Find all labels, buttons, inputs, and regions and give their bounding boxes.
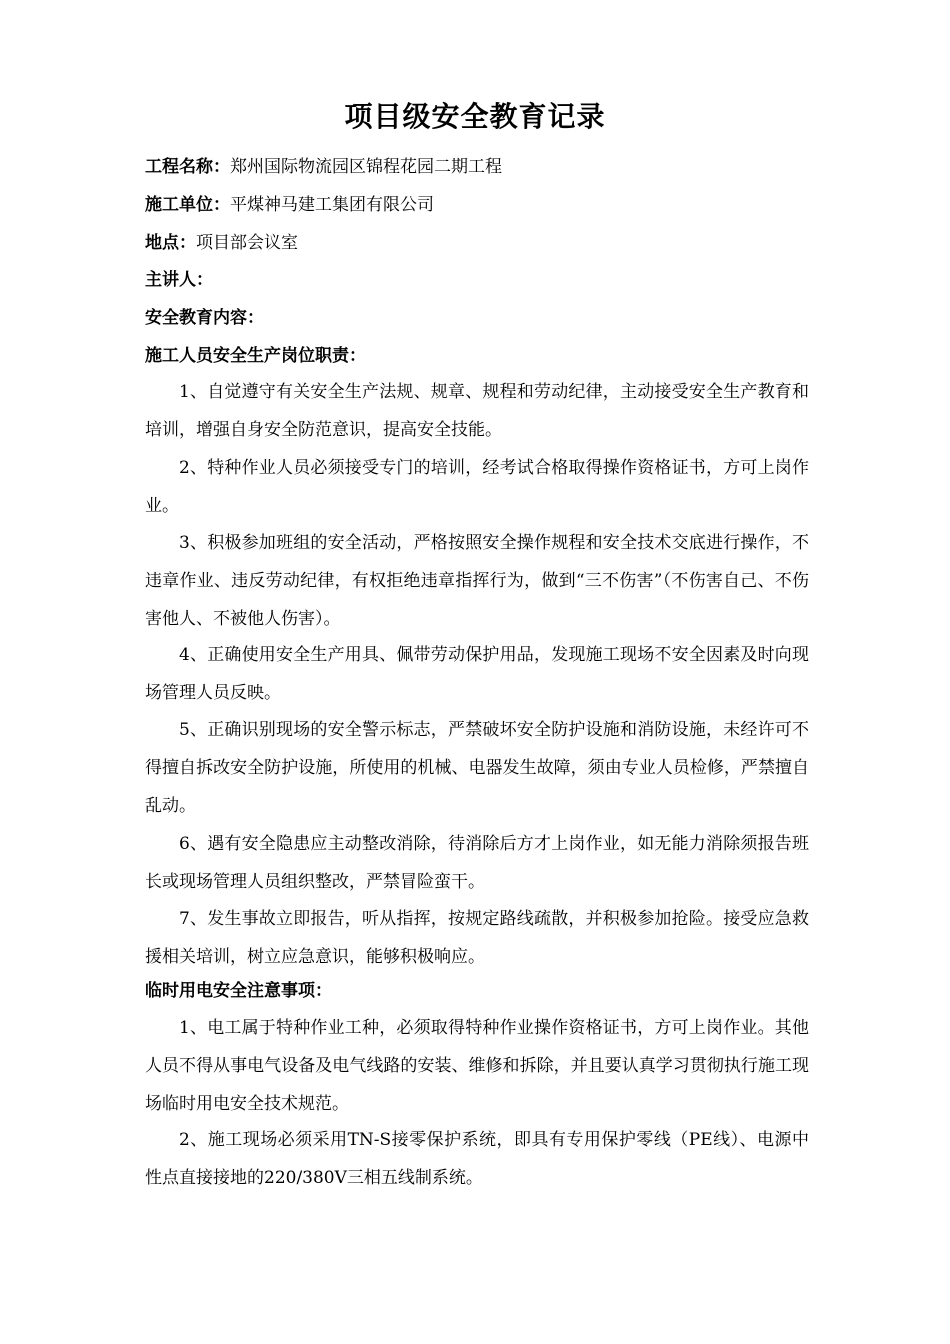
field-value: 郑州国际物流园区锦程花园二期工程 bbox=[230, 157, 502, 177]
field-education-content bbox=[145, 306, 815, 330]
duty-item-7: 7、发生事故立即报告，听从指挥，按规定路线疏散，并积极参加抢险。接受应急救援相关培训，树立应急意识，能够积极响应。 bbox=[145, 909, 809, 967]
duty-item-6: 6、遇有安全隐患应主动整改消除，待消除后方才上岗作业，如无能力消除须报告班长或现场管理人员组织整改，严禁冒险蛮干。 bbox=[145, 834, 809, 892]
field-label: 地点： bbox=[145, 233, 196, 253]
document-title: 项目级安全教育记录 bbox=[344, 100, 606, 133]
field-label: 施工单位： bbox=[145, 195, 230, 215]
electricity-item-2: 2、施工现场必须采用TN-S接零保护系统，即具有专用保护零线（PE线）、电源中性点直接接地的220/380V三相五线制系统。 bbox=[145, 1130, 809, 1188]
field-label: 安全教育内容： bbox=[145, 308, 264, 328]
field-speaker bbox=[145, 268, 815, 292]
duty-item-1: 1、自觉遵守有关安全生产法规、规章、规程和劳动纪律，主动接受安全生产教育和培训，增强自身安全防范意识，提高安全技能。 bbox=[145, 382, 809, 440]
duty-item-5: 5、正确识别现场的安全警示标志，严禁破坏安全防护设施和消防设施，未经许可不得擅自拆改安全防护设施，所使用的机械、电器发生故障，须由专业人员检修，严禁擅自乱动。 bbox=[145, 720, 809, 816]
duty-item-3: 3、积极参加班组的安全活动，严格按照安全操作规程和安全技术交底进行操作，不违章作业、违反劳动纪律，有权拒绝违章指挥行为，做到“三不伤害”（不伤害自己、不伤害他人、不被他人伤害）。 bbox=[145, 533, 809, 629]
field-value: 平煤神马建工集团有限公司 bbox=[230, 195, 434, 215]
field-value: 项目部会议室 bbox=[196, 233, 298, 253]
field-location bbox=[145, 231, 815, 255]
duty-item-2: 2、特种作业人员必须接受专门的培训，经考试合格取得操作资格证书，方可上岗作业。 bbox=[145, 458, 809, 516]
section-heading-temp-electricity: 临时用电安全注意事项： bbox=[145, 981, 332, 1001]
duty-item-4: 4、正确使用安全生产用具、佩带劳动保护用品，发现施工现场不安全因素及时向现场管理人员反映。 bbox=[145, 645, 809, 703]
field-project-name bbox=[145, 155, 815, 179]
section-heading-job-duties: 施工人员安全生产岗位职责： bbox=[145, 346, 366, 366]
electricity-item-1: 1、电工属于特种作业工种，必须取得特种作业操作资格证书，方可上岗作业。其他人员不得从事电气设备及电气线路的安装、维修和拆除，并且要认真学习贯彻执行施工现场临时用电安全技术规范。 bbox=[145, 1018, 809, 1114]
field-label: 主讲人： bbox=[145, 270, 213, 290]
field-construction-unit bbox=[145, 193, 815, 217]
field-label: 工程名称： bbox=[145, 157, 230, 177]
